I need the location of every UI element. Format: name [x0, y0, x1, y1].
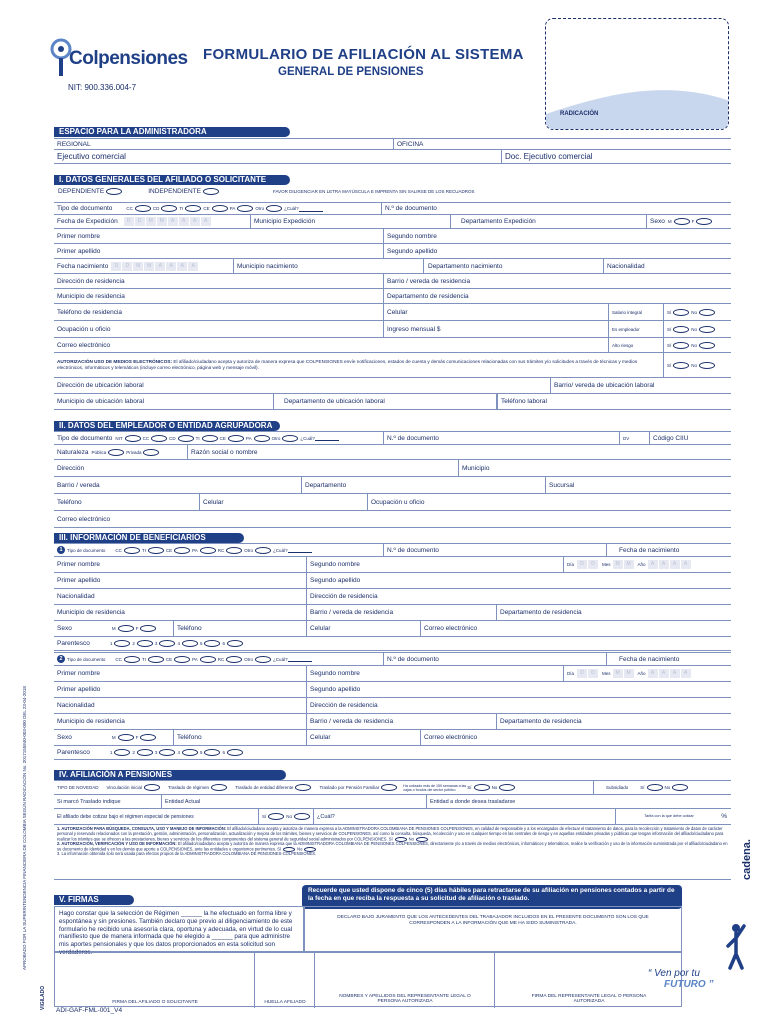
- segundo-nombre-field[interactable]: Segundo nombre: [387, 232, 437, 240]
- tipo-novedad-label: TIPO DE NOVEDAD: [57, 785, 99, 790]
- entidad-actual-field[interactable]: Entidad Actual: [165, 798, 201, 805]
- fecha-nac-label: Fecha nacimiento: [57, 262, 109, 270]
- celular-field[interactable]: Celular: [387, 308, 408, 316]
- ben1-telefono-field[interactable]: Teléfono: [177, 625, 202, 632]
- emp-cd-checkbox[interactable]: [178, 435, 194, 442]
- ben1-parentesco-label: Parentesco: [57, 640, 90, 647]
- form-title-line2: GENERAL DE PENSIONES: [278, 66, 424, 78]
- ben2-pa-checkbox[interactable]: [200, 656, 216, 663]
- section-2: II. DATOS DEL EMPLEADOR O ENTIDAD AGRUPADORA Tipo de documento NIT CC CD TI CE PA Otro ¿Cuál? N.º de documento DV Código CIIU Naturaleza Pública Privada Razón social o nombre Dirección Municipio Barrio / vereda Departamento Sucursal Teléfono Celular Ocupación u oficio Correo electrónico: [54, 421, 731, 531]
- tarifa-label: Tarifa con la que debe cotizar: [644, 814, 694, 819]
- ben1-parentesco-4[interactable]: [182, 640, 198, 647]
- dependiente-label: DEPENDIENTE: [58, 187, 105, 195]
- empleador-label: Es empleador: [612, 326, 640, 332]
- ben2-fecha-nac-label: Fecha de nacimiento: [619, 655, 680, 663]
- ben2-parentesco-3[interactable]: [159, 749, 175, 756]
- emp-direccion-field[interactable]: Dirección: [57, 464, 85, 472]
- admin-section: [54, 127, 731, 170]
- aut-no[interactable]: [699, 362, 715, 369]
- ben1-primer-apellido-field[interactable]: Primer apellido: [57, 577, 101, 584]
- mun-lab-field[interactable]: Municipio de ubicación laboral: [57, 398, 145, 405]
- traslado-regimen-checkbox[interactable]: [211, 784, 227, 791]
- section-1: I. DATOS GENERALES DEL AFILIADO O SOLICITANTE DEPENDIENTE INDEPENDIENTE FAVOR DILIGENCIAR EN LETRA MAYÚSCULA E IMPRENTA SIN SALIRSE DE LOS RECUADROS Tipo de documento CC CD TI CE PA Otro ¿Cuál? N.º de documento Fecha de Expedición D D M M A A A A Municipio Expedición Departamento Expedición Sexo M F Primer nombre Segundo nombre Primer apellido Segundo apellido Fecha nacimiento D D M M A A A A Municipio nacimiento Departamento nacimiento Nacionalidad Dirección de residencia Barrio / vereda de residencia Municipio de residencia Departamento de residencia Teléfono de residencia Celular Salario integral Sí No Ocupación u oficio Ingreso mensual $ Es empleador Sí No Correo electrónico Alto riesgo Sí No AUTORIZACIÓN USO DE MEDIOS ELECTRÓNICOS: El afiliado/ciudadano acepta y autoriza de manera expresa que COLPENSIONES envíe notificaciones, estados de cuenta y demás comunicaciones relacionadas con sus trámites y/o solicitudes a través de técnicas y medios electrónicos, informáticos y telemáticos (incluye correo electrónico, página web y mensaje móvil). Sí No Dirección de ubicación laboral Barrio/ vereda de ubicación laboral Municipio de ubicación laboral Departamento de ubicación laboral Teléfono laboral: [54, 175, 731, 415]
- ben1-cual-input[interactable]: [288, 547, 312, 553]
- huella-box[interactable]: HUELLA AFILIADO: [255, 953, 315, 1008]
- salario-si[interactable]: [673, 309, 689, 316]
- ce-checkbox[interactable]: [212, 205, 228, 212]
- independiente-checkbox[interactable]: [203, 188, 219, 195]
- sexo-label: Sexo: [650, 218, 665, 225]
- ben1-primer-nombre-field[interactable]: Primer nombre: [57, 561, 100, 568]
- pa-checkbox[interactable]: [237, 205, 253, 212]
- ben2-tipo-doc-label: Tipo de documento: [67, 656, 106, 662]
- ben2-sexo-m[interactable]: [118, 734, 134, 741]
- subsidiado-no[interactable]: [672, 784, 688, 791]
- ben1-parentesco-1[interactable]: [114, 640, 130, 647]
- form-code: ADI-GAF-FML-001_V4: [56, 1007, 123, 1014]
- primer-nombre-field[interactable]: Primer nombre: [57, 232, 100, 240]
- cadena-logo: cadena.: [741, 839, 753, 880]
- emp-correo-field[interactable]: Correo electrónico: [57, 515, 111, 523]
- mun-exp-field[interactable]: Municipio Expedición: [254, 218, 316, 225]
- section-5-title: V. FIRMAS: [54, 895, 134, 905]
- autorizaciones-block: [54, 826, 731, 880]
- sucursal-field[interactable]: Sucursal: [549, 481, 575, 489]
- ben2-primer-apellido-field[interactable]: Primer apellido: [57, 686, 101, 693]
- ben2-parentesco-6[interactable]: [227, 749, 243, 756]
- ben1-ce-checkbox[interactable]: [174, 547, 190, 554]
- ben1-nacionalidad-field[interactable]: Nacionalidad: [57, 593, 95, 600]
- ben2-parentesco-2[interactable]: [137, 749, 153, 756]
- dir-res-field[interactable]: Dirección de residencia: [57, 277, 125, 285]
- ben2-num-doc-field[interactable]: N.º de documento: [387, 655, 439, 663]
- alto-riesgo-label: Alto riesgo: [612, 342, 634, 348]
- ben1-celular-field[interactable]: Celular: [310, 625, 331, 632]
- traslado-entidad-checkbox[interactable]: [295, 784, 311, 791]
- tarifa-percent[interactable]: %: [721, 813, 727, 820]
- nombres-rep-box[interactable]: NOMBRES Y APELLIDOS DEL REPRESENTANTE LEGAL O PERSONA AUTORIZADA: [315, 953, 495, 1008]
- ben1-parentesco-6[interactable]: [227, 640, 243, 647]
- ben2-fecha-nac-digits[interactable]: Día D D Mes M M Año A A A A: [564, 666, 731, 681]
- firma-rep-box[interactable]: FIRMA DEL REPRESENTANTE LEGAL O PERSONA AUTORIZADA: [531, 993, 647, 1005]
- ben2-mun-res-field[interactable]: Municipio de residencia: [57, 718, 125, 725]
- emp-ti-checkbox[interactable]: [202, 435, 218, 442]
- ben1-tipo-doc-label: Tipo de documento: [67, 547, 106, 553]
- sexo-m-checkbox[interactable]: [674, 218, 690, 225]
- dep-nac-field[interactable]: Departamento nacimiento: [428, 262, 503, 270]
- section-3: [54, 533, 731, 765]
- dep-res-field[interactable]: Departamento de residencia: [387, 292, 469, 300]
- salario-label: Salario integral: [612, 309, 643, 315]
- ben1-rc-checkbox[interactable]: [226, 547, 242, 554]
- ben2-rc-checkbox[interactable]: [226, 656, 242, 663]
- salario-no[interactable]: [699, 309, 715, 316]
- ben1-sexo-label: Sexo: [57, 625, 72, 632]
- declaracion-box: Hago constar que la selección de Régimen ______ la he efectuado en forma libre y espontánea y sin presiones. También declaro que previo al diligenciamiento de este formulario he recibido una asesoría clara, oportuna y adecuada, en virtud de lo cual manifiesto que de manera informada que he elegido a ______ para que administre mis aportes pensionales y que los datos proporcionados en esta solicitud son verdaderos.: [54, 906, 304, 952]
- ben2-sexo-f[interactable]: [140, 734, 156, 741]
- ben1-direccion-field[interactable]: Dirección de residencia: [310, 593, 378, 600]
- instruction-note: FAVOR DILIGENCIAR EN LETRA MAYÚSCULA E IMPRENTA SIN SALIRSE DE LOS RECUADROS: [272, 188, 475, 194]
- ciiu-field[interactable]: Código CIIU: [653, 434, 689, 442]
- ben1-sexo-m[interactable]: [118, 625, 134, 632]
- barrio-lab-field[interactable]: Barrio/ vereda de ubicación laboral: [554, 382, 655, 389]
- ben1-parentesco-3[interactable]: [159, 640, 175, 647]
- retracto-banner: Recuerde que usted dispone de cinco (5) días hábiles para retractarse de su afiliación en pensiones contados a partir de la fecha en que reciba la respuesta a su solicitud de afiliación o traslado.: [302, 885, 682, 909]
- header: [0, 0, 768, 130]
- fecha-exp-digits[interactable]: D D M M A A A A: [124, 217, 212, 226]
- cotizo-si[interactable]: [474, 784, 490, 791]
- num-doc-field[interactable]: N.º de documento: [385, 205, 437, 212]
- ben2-nacionalidad-field[interactable]: Nacionalidad: [57, 702, 95, 709]
- ben2-telefono-field[interactable]: Teléfono: [177, 734, 202, 741]
- independiente-label: INDEPENDIENTE: [148, 187, 201, 195]
- signature-area: [54, 952, 682, 1007]
- fecha-nac-digits[interactable]: D D M M A A A A: [111, 262, 199, 271]
- ben2-direccion-field[interactable]: Dirección de residencia: [310, 702, 378, 709]
- razon-social-field[interactable]: Razón social o nombre: [191, 448, 258, 456]
- vigilado-text: VIGILADO: [40, 985, 46, 1010]
- fecha-exp-label: Fecha de Expedición: [57, 218, 118, 225]
- emp-otro-checkbox[interactable]: [282, 435, 298, 442]
- subsidiado-label: Subsidiado: [606, 785, 629, 790]
- especial-no[interactable]: [294, 813, 310, 820]
- emp-tipo-doc-label: Tipo de documento: [57, 434, 113, 442]
- regional-field[interactable]: REGIONAL: [54, 139, 394, 149]
- section-3-title: III. INFORMACIÓN DE BENEFICIARIOS: [54, 533, 244, 543]
- nota-cotizacion: Ha cotizado más de 150 semanas a las cajas o fondos del sector público: [403, 783, 467, 792]
- aut2-text: 2. AUTORIZACIÓN, VERIFICACIÓN Y USO DE INFORMACIÓN: El afiliado/ciudadano acepta y autoriza de manera expresa que la ADMINISTRADORA COLOMBIANA DE PENSIONES COLPENSIONES, directamente y/o a través de medios electrónicos, informáticos y telemáticos, realice la verificación y uso de la información suministrada por el afiliado/ciudadano en su documento de identidad y en los demás que aporte a COLPENSIONES, ante las entidades u organismos pertinentes. Sí No: [57, 840, 728, 852]
- dep-exp-field[interactable]: Departamento Expedición: [461, 218, 536, 225]
- entidad-destino-field[interactable]: Entidad a donde desea trasladarse: [430, 798, 516, 805]
- nit-text: NIT: 900.336.004-7: [68, 83, 137, 92]
- emp-nit-checkbox[interactable]: [125, 435, 141, 442]
- emp-num-doc-field[interactable]: N.º de documento: [387, 434, 439, 442]
- ben2-ti-checkbox[interactable]: [148, 656, 164, 663]
- emp-telefono-field[interactable]: Teléfono: [57, 498, 82, 506]
- ben2-barrio-field[interactable]: Barrio / vereda de residencia: [310, 718, 394, 725]
- ben2-parentesco-label: Parentesco: [57, 749, 90, 756]
- firma-afiliado-box[interactable]: FIRMA DEL AFILIADO O SOLICITANTE: [55, 953, 255, 1008]
- ben2-segundo-apellido-field[interactable]: Segundo apellido: [310, 686, 361, 693]
- juramento-box: DECLARO BAJO JURAMENTO QUE LOS ANTECEDENTES DEL TRABAJADOR INCLUIDOS EN EL PRESENTE DOCUMENTO SON LOS QUE CORRESPONDEN A LA INFORMACIÓN QUE ME HA SIDO SUMINISTRADA.: [304, 906, 682, 952]
- aut-si[interactable]: [673, 362, 689, 369]
- beneficiario-number-badge: 1: [57, 546, 65, 554]
- section-4-title: IV. AFILIACIÓN A PENSIONES: [54, 770, 286, 780]
- person-icon: [724, 922, 748, 970]
- debe-cotizar-label: El afiliado debe cotizar bajo el régimen especial de pensiones: [57, 813, 194, 820]
- form-title-line1: FORMULARIO DE AFILIACIÓN AL SISTEMA: [203, 46, 524, 63]
- section-4: IV. AFILIACIÓN A PENSIONES TIPO DE NOVEDAD Vinculación inicial Traslado de régimen Traslado de entidad diferente Traslado por Pensión Familiar Ha cotizado más de 150 semanas a las cajas o fondos del sector público Sí No Subsidiado Sí No Si marcó Traslado indique Entidad Actual Entidad a donde desea trasladarse El afiliado debe cotizar bajo el régimen especial de pensiones Sí No ¿Cuál? Tarifa con la que debe cotizar % 1. AUTORIZACIÓN PARA BÚSQUEDA, CONSULTA, USO Y MANEJO DE INFORMACIÓN: El afiliado/ciudadano acepta y autoriza de manera expresa a la ADMINISTRADORA COLOMBIANA DE PENSIONES COLPENSIONES, en calidad de responsable y a los encargados de efectuar el tratamiento de datos, para la recolección y tratamiento de datos de carácter personal y reservado relacionados con la prestación, gestión, administración, personalización, actualización y mejora de los trámites, bienes y servicios de COLPENSIONES, así como la consulta, búsqueda, recolección y uso en cualquier tiempo en las centrales de riesgo y en aquellas entidades privadas y públicas que tengan información del afiliado/ciudadano para realizar los trámites que se ofrecen a las prestaciones, bienes y servicios de los diferentes componentes del sistema general de seguridad social administrados por COLPENSIONES. Sí No 2. AUTORIZACIÓN, VERIFICACIÓN Y USO DE INFORMACIÓN: El afiliado/ciudadano acepta y autoriza de manera expresa que la ADMINISTRADORA COLOMBIANA DE PENSIONES COLPENSIONES, directamente y/o a través de medios electrónicos, informáticos y telemáticos, realice la verificación y uso de la información suministrada por el afiliado/ciudadano en su documento de identidad y en los demás que aporte a COLPENSIONES, ante las entidades u organismos pertinentes. Sí No 3. La información obtenida solo será usada para efectos propios de la ADMINISTRADORA COLOMBIANA DE PENSIONES-COLPENSIONES.: [54, 770, 731, 882]
- dv-field[interactable]: DV: [623, 435, 630, 441]
- emp-barrio-field[interactable]: Barrio / vereda: [57, 481, 100, 489]
- dep-lab-field[interactable]: Departamento de ubicación laboral: [284, 398, 385, 405]
- emp-ce-checkbox[interactable]: [228, 435, 244, 442]
- ti-checkbox[interactable]: [185, 205, 201, 212]
- tipo-doc-label: Tipo de documento: [57, 205, 113, 212]
- si-marco-label: Si marcó Traslado indique: [57, 798, 121, 805]
- oficina-field[interactable]: OFICINA: [397, 140, 424, 148]
- admin-title: ESPACIO PARA LA ADMINISTRADORA: [54, 127, 290, 137]
- dir-lab-field[interactable]: Dirección de ubicación laboral: [57, 382, 144, 389]
- ben2-dep-res-field[interactable]: Departamento de residencia: [500, 718, 582, 725]
- ben1-parentesco-2[interactable]: [137, 640, 153, 647]
- radicacion-box: [545, 18, 729, 130]
- ben2-ce-checkbox[interactable]: [174, 656, 190, 663]
- section-2-title: II. DATOS DEL EMPLEADOR O ENTIDAD AGRUPADORA: [54, 421, 280, 431]
- ben2-celular-field[interactable]: Celular: [310, 734, 331, 741]
- ejecutivo-field[interactable]: Ejecutivo comercial: [57, 152, 126, 161]
- aut3-text: 3. La información obtenida solo será usada para efectos propios de la ADMINISTRADORA COLOMBIANA DE PENSIONES-COLPENSIONES.: [57, 851, 317, 857]
- ben1-fecha-nac-label: Fecha de nacimiento: [619, 546, 680, 554]
- ben2-segundo-nombre-field[interactable]: Segundo nombre: [310, 670, 360, 677]
- vinculacion-checkbox[interactable]: [144, 784, 160, 791]
- correo-field[interactable]: Correo electrónico: [57, 341, 111, 349]
- cual-regimen-field[interactable]: ¿Cuál?: [317, 813, 335, 820]
- traslado-familiar-checkbox[interactable]: [381, 784, 397, 791]
- dependiente-checkbox[interactable]: [106, 188, 122, 195]
- section-5: [54, 885, 731, 1005]
- cc-checkbox[interactable]: [135, 205, 151, 212]
- cual-input[interactable]: [299, 206, 323, 212]
- cotizo-no[interactable]: [499, 784, 515, 791]
- mun-res-field[interactable]: Municipio de residencia: [57, 292, 125, 300]
- cd-checkbox[interactable]: [161, 205, 177, 212]
- ben2-correo-field[interactable]: Correo electrónico: [424, 734, 478, 741]
- beneficiario-number-badge: 2: [57, 655, 65, 663]
- naturaleza-label: Naturaleza: [57, 448, 89, 456]
- side-approval-text: APROBADO POR LA SUPERINTENDENCIA FINANCIERA DE COLOMBIA SEGÚN RADICACIÓN No. 2017155840-003-000 DEL 23-04-2018: [22, 686, 27, 970]
- radicacion-label: RADICACIÓN: [560, 111, 599, 117]
- barrio-res-field[interactable]: Barrio / vereda de residencia: [387, 277, 471, 285]
- emp-cc-checkbox[interactable]: [151, 435, 167, 442]
- segundo-apellido-field[interactable]: Segundo apellido: [387, 247, 438, 255]
- ben1-segundo-apellido-field[interactable]: Segundo apellido: [310, 577, 361, 584]
- ben2-sexo-label: Sexo: [57, 734, 72, 741]
- tel-lab-field[interactable]: Teléfono laboral: [501, 398, 547, 405]
- emp-celular-field[interactable]: Celular: [203, 498, 224, 506]
- ben1-num-doc-field[interactable]: N.º de documento: [387, 546, 439, 554]
- privada-checkbox[interactable]: [143, 449, 159, 456]
- primer-apellido-field[interactable]: Primer apellido: [57, 247, 101, 255]
- ben1-segundo-nombre-field[interactable]: Segundo nombre: [310, 561, 360, 568]
- ben1-otro-checkbox[interactable]: [255, 547, 271, 554]
- emp-municipio-field[interactable]: Municipio: [462, 464, 490, 472]
- ben1-pa-checkbox[interactable]: [200, 547, 216, 554]
- ben1-cc-checkbox[interactable]: [124, 547, 140, 554]
- ben2-parentesco-5[interactable]: [204, 749, 220, 756]
- mun-nac-field[interactable]: Municipio nacimiento: [237, 262, 298, 270]
- ben2-cual-input[interactable]: [288, 656, 312, 662]
- ben1-sexo-f[interactable]: [140, 625, 156, 632]
- ben1-parentesco-5[interactable]: [204, 640, 220, 647]
- ben2-parentesco-4[interactable]: [182, 749, 198, 756]
- empleador-no[interactable]: [699, 326, 715, 333]
- emp-ocupacion-field[interactable]: Ocupación u oficio: [371, 498, 425, 506]
- subsidiado-si[interactable]: [647, 784, 663, 791]
- colpensiones-logo: [50, 38, 188, 78]
- aut-medios-text: AUTORIZACIÓN USO DE MEDIOS ELECTRÓNICOS: El afiliado/ciudadano acepta y autoriza de manera expresa que COLPENSIONES envíe notificaciones, estados de cuenta y demás comunicaciones relacionadas con sus trámites y/o solicitudes a través de técnicas y medios electrónicos, informáticos y telemáticos (incluye correo electrónico, página web y mensaje móvil).: [57, 359, 638, 370]
- ben1-barrio-field[interactable]: Barrio / vereda de residencia: [310, 609, 394, 616]
- ben1-correo-field[interactable]: Correo electrónico: [424, 625, 478, 632]
- beneficiario-1: 1 Tipo de documento CC TI CE PA RC Otro ¿Cuál? N.º de documento Fecha de nacimiento Primer nombre Segundo nombre Día D D Mes M M Año A A A A Primer apellido Segundo apellido Nacionalidad Dirección de residencia Municipio de residencia Barrio / vereda de residencia Departamento de residencia Sexo M F Teléfono Celular Correo electrónico Parentesco 1 2 3 4 5 6: [54, 543, 731, 651]
- nacionalidad-field[interactable]: Nacionalidad: [607, 262, 645, 270]
- ben2-primer-nombre-field[interactable]: Primer nombre: [57, 670, 100, 677]
- publica-checkbox[interactable]: [108, 449, 124, 456]
- emp-cual-input[interactable]: [315, 435, 339, 441]
- beneficiario-2: 2 Tipo de documento CC TI CE PA RC Otro ¿Cuál? N.º de documento Fecha de nacimiento Primer nombre Segundo nombre Día D D Mes M M Año A A A A Primer apellido Segundo apellido Nacionalidad Dirección de residencia Municipio de residencia Barrio / vereda de residencia Departamento de residencia Sexo M F Teléfono Celular Correo electrónico Parentesco 1 2 3 4 5 6: [54, 652, 731, 760]
- emp-pa-checkbox[interactable]: [254, 435, 270, 442]
- alto-si[interactable]: [673, 342, 689, 349]
- logo-text: Colpensiones: [69, 48, 188, 69]
- tel-res-field[interactable]: Teléfono de residencia: [57, 308, 123, 316]
- ben1-ti-checkbox[interactable]: [148, 547, 164, 554]
- emp-departamento-field[interactable]: Departamento: [305, 481, 347, 489]
- ben2-otro-checkbox[interactable]: [255, 656, 271, 663]
- ben1-mun-res-field[interactable]: Municipio de residencia: [57, 609, 125, 616]
- section-1-title: I. DATOS GENERALES DEL AFILIADO O SOLICITANTE: [54, 175, 290, 185]
- ben2-cc-checkbox[interactable]: [124, 656, 140, 663]
- ben2-parentesco-1[interactable]: [114, 749, 130, 756]
- sexo-f-checkbox[interactable]: [696, 218, 712, 225]
- otro-checkbox[interactable]: [266, 205, 282, 212]
- ocupacion-field[interactable]: Ocupación u oficio: [57, 325, 111, 333]
- ben1-fecha-nac-digits[interactable]: Día D D Mes M M Año A A A A: [564, 557, 731, 572]
- ingreso-field[interactable]: Ingreso mensual $: [387, 325, 441, 333]
- alto-no[interactable]: [699, 342, 715, 349]
- ben1-dep-res-field[interactable]: Departamento de residencia: [500, 609, 582, 616]
- slogan: “ Ven por tu FUTURO ”: [648, 968, 714, 990]
- doc-ejecutivo-field[interactable]: Doc. Ejecutivo comercial: [505, 152, 593, 161]
- aut1-text: 1. AUTORIZACIÓN PARA BÚSQUEDA, CONSULTA, USO Y MANEJO DE INFORMACIÓN: El afiliado/ciudadano acepta y autoriza de manera expresa a la ADMINISTRADORA COLOMBIANA DE PENSIONES COLPENSIONES, en calidad de responsable y a los encargados de efectuar el tratamiento de datos, para la recolección y tratamiento de datos de carácter personal y reservado relacionados con la prestación, gestión, administración, personalización, actualización y mejora de los trámites, bienes y servicios de COLPENSIONES, así como la consulta, búsqueda, recolección y uso en cualquier tiempo en las centrales de riesgo y en aquellas entidades privadas y públicas que tengan información del afiliado/ciudadano para realizar los trámites que se ofrecen a las prestaciones, bienes y servicios de los diferentes componentes del sistema general de seguridad social administrados por COLPENSIONES. Sí No: [57, 826, 724, 842]
- empleador-si[interactable]: [673, 326, 689, 333]
- especial-si[interactable]: [268, 813, 284, 820]
